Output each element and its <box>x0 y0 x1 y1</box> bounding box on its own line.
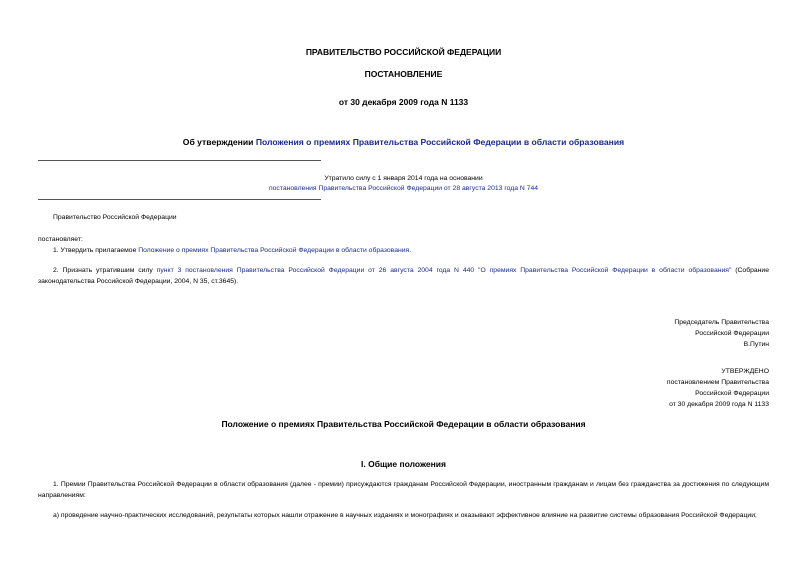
regulation-title: Положение о премиях Правительства Российской Федерации в области образования <box>221 419 586 429</box>
item-2 <box>38 265 769 287</box>
divider-top <box>38 160 321 161</box>
signature-block <box>674 317 769 350</box>
item-2-prefix: 2. Признать утратившим силу <box>53 267 157 274</box>
date-number-heading: от 30 декабря 2009 года N 1133 <box>338 97 469 107</box>
approved-line3: Российской Федерации <box>695 390 769 397</box>
item-1-suffix: . <box>409 247 412 254</box>
signature-line3: В.Путин <box>743 341 769 348</box>
approved-line1: УТВЕРЖДЕНО <box>721 368 769 375</box>
status-note-line1: Утратило силу с 1 января 2014 года на основании <box>324 175 483 182</box>
signature-line1: Председатель Правительства <box>674 319 769 326</box>
paragraph-a: а) проведение научно-практических исследований, результаты которых нашли отражение в научных изданиях и монографиях и оказывают эффективное влияние на развитие системы образования Российской Федерации; <box>53 512 757 519</box>
section-heading: I. Общие положения <box>361 459 446 469</box>
signature-line2: Российской Федерации <box>695 330 769 337</box>
item-2-suffix: (Собрание законодательства Российской Федерации, 2004, N 35, ст.3645). <box>38 267 769 285</box>
government-heading: ПРАВИТЕЛЬСТВО РОССИЙСКОЙ ФЕДЕРАЦИИ <box>305 47 502 57</box>
divider-bottom <box>38 199 321 200</box>
approved-block <box>667 366 769 410</box>
approved-line2: постановлением Правительства <box>666 379 769 386</box>
item-2-link[interactable]: пункт 3 постановления Правительства Российской Федерации от 26 августа 2004 года N 440 "О премиях Правительства Российской Федерации в области образования" <box>156 267 732 274</box>
paragraph-1: 1. Премии Правительства Российской Федерации в области образования (далее - премии) присуждаются гражданам Российской Федерации, иностранным гражданам и лицам без гражданства за достижения по следующим направлениям: <box>38 481 769 499</box>
intro-text: Правительство Российской Федерации <box>53 214 177 221</box>
title-link[interactable]: Положения о премиях Правительства Российской Федерации в области образования <box>255 137 625 147</box>
item-1-link[interactable]: Положение о премиях Правительства Российской Федерации в области образования <box>138 247 410 254</box>
decrees-text: постановляет: <box>38 236 83 243</box>
document-title <box>0 137 807 147</box>
status-note-link[interactable]: постановления Правительства Российской Федерации от 28 августа 2013 года N 744 <box>268 185 539 192</box>
doc-type-heading: ПОСТАНОВЛЕНИЕ <box>364 69 443 79</box>
approved-line4: от 30 декабря 2009 года N 1133 <box>669 401 769 408</box>
item-1-prefix: 1. Утвердить прилагаемое <box>53 247 139 254</box>
item-1 <box>38 245 784 256</box>
title-prefix: Об утверждении <box>182 137 256 147</box>
